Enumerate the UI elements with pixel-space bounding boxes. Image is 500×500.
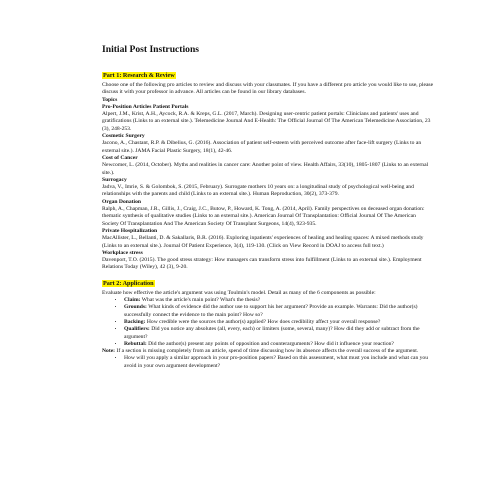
topic-citation[interactable]: Newcomer, L. (2014, October). Myths and realities in cancer care: Another point of view. Health Affairs, 33(10), 1805-1807 (Links to an external site.). <box>102 162 429 176</box>
topic-block <box>102 177 434 199</box>
note <box>102 348 434 355</box>
topic-name: Surrogacy <box>102 176 127 183</box>
list-item-term: Claim: <box>124 297 141 304</box>
final-list <box>102 355 434 370</box>
topic-citation[interactable]: Jadva, V., Imrie, S. & Golombok, S. (2015, February). Surrogate mothers 10 years on: a longitudinal study of psychological well-being and relationships with the parents and child (Links to an external site.). Human Reproduction, 30(2), 373-379. <box>102 184 414 198</box>
topic-name: Private Hospitalization <box>102 227 158 234</box>
topic-block <box>102 228 434 250</box>
list-item-text: What was the article's main point? What's the thesis? <box>141 297 261 304</box>
note-label: Note: <box>102 348 116 355</box>
topic-name: Pro-Position Articles Patient Portals <box>102 103 189 110</box>
list-item <box>124 326 434 341</box>
topic-citation[interactable]: Ralph, A., Chapman, J.R., Gillis, J., Craig, J.C., Butow, P., Howard, K. Tong, A. (2014, April). Family perspectives on deceased organ donation: thematic synthesis of qualitative studies (Links to an external site.). American Journal Of Transplantation: Official Journal Of The American Society Of Transplantation And The American Society Of Transplant Surgeons, 14(4), 923-935. <box>102 206 425 227</box>
topic-name: Workplace stress <box>102 249 143 256</box>
list-item-term: Backing: <box>124 318 146 325</box>
topic-block <box>102 155 434 177</box>
list-item-term: Grounds: <box>124 304 147 311</box>
topic-name: Cost of Cancer <box>102 154 138 161</box>
topic-citation[interactable]: Alpert, J.M., Krist, A.H., Aycock, R.A. & Kreps, G.L. (2017, March). Designing user-centric patient portals: Clinicians and patients' uses and gratifications (Links to an external site.). Telemedicine Journal And E-Health: The Official Journal Of The American Telemedicine Association, 23 (3), 248-253. <box>102 111 431 132</box>
page-title: Initial Post Instructions <box>102 44 200 55</box>
topic-name: Organ Donation <box>102 198 142 205</box>
topic-name: Cosmetic Surgery <box>102 133 145 140</box>
part1-intro: Choose one of the following pro articles to review and discuss with your classmates. If you have a different pro article you would like to use, please discuss it with your professor in advance. All articles can be found in our library databases. <box>102 82 434 96</box>
toulmin-list <box>102 297 434 348</box>
list-item-term: Rebuttal: <box>124 340 147 347</box>
part2-heading: Part 2: Application <box>103 279 154 287</box>
note-text: If a section is missing completely from an article, spend of time discussing how its absence affects the overall success of the argument. <box>116 348 419 355</box>
topic-citation[interactable]: Jacono, A., Chastant, R.P. & Dibelius, G. (2016). Association of patient self-esteem with perceived outcome after face-lift surgery (Links to an external site.). JAMA Facial Plastic Surgery, 18(1), 42-46. <box>102 140 422 154</box>
topic-block <box>102 199 434 228</box>
topic-block <box>102 250 434 272</box>
list-item-text: Did the author(s) present any points of opposition and counterarguments? How did it influence your reaction? <box>148 340 394 347</box>
part2-intro: Evaluate how effective the article's argument was using Toulmin's model. Detail as many of the 6 components as possible: <box>102 289 376 296</box>
list-item-term: Qualifiers: <box>124 326 150 333</box>
topic-block <box>102 133 434 155</box>
topics-heading: Topics <box>102 96 118 103</box>
topic-citation[interactable]: MacAllister, L., Bellanti, D. & Sakallaris, B.R. (2016). Exploring inpatients' experiences of healing and healing spaces: A mixed methods study (Links to an external site.). Journal Of Patient Experience, 3(4), 119-130. (Click on View Record in DOAJ to access full text.) <box>102 235 424 249</box>
list-item-text: How credible were the sources the author(s) applied? How does credibility affect your overall response? <box>146 318 381 325</box>
topic-block <box>102 104 434 133</box>
list-item <box>124 304 434 319</box>
part1-heading: Part 1: Research & Review <box>103 72 175 79</box>
list-item-text: What kinds of evidence did the author use to support his her argument? Provide an example. Warrants: Did the author(s) successfully connect the evidence to the main point? How so? <box>124 304 418 318</box>
topic-citation[interactable]: Davenport, T.O. (2015). The good stress strategy: How managers can transform stress into fulfillment (Links to an external site.). Employment Relations Today (Wiley), 42 (3), 9-20. <box>102 257 422 271</box>
list-item: • How will you apply a similar approach in your pro-position papers? Based on this assessment, what must you include and what can you avoid in your own argument development? <box>124 355 434 370</box>
list-item <box>124 341 434 348</box>
list-item-text: Did you notice any absolutes (all, every, each) or limiters (some, several, many)? How did they add or subtract from the argument? <box>124 326 420 340</box>
